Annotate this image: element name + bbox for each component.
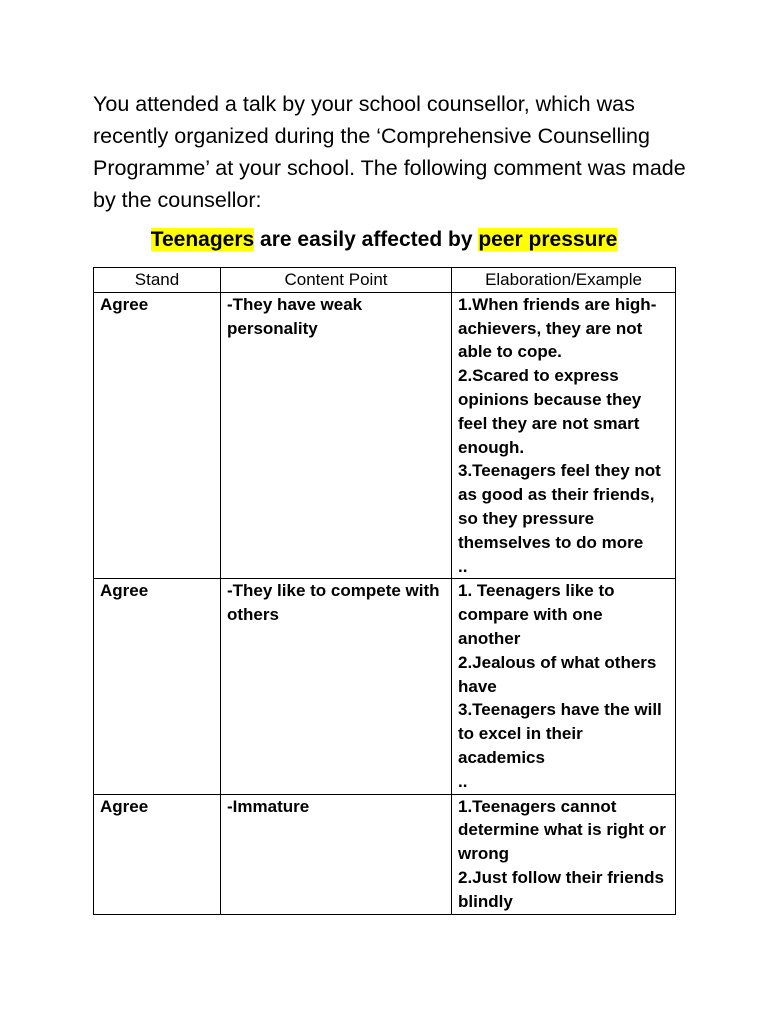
- elaboration-item: 2.Just follow their friends blindly: [458, 867, 664, 911]
- table-header-row: [94, 268, 676, 293]
- elaboration-item: 1. Teenagers like to compare with one another: [458, 581, 615, 648]
- elaboration-item: 1.When friends are high- achievers, they are not able to cope.: [458, 294, 657, 362]
- table-row: [94, 579, 676, 794]
- header-content-point: Content Point: [221, 268, 452, 293]
- header-elaboration: Elaboration/Example: [452, 268, 676, 293]
- stand-cell: Agree: [94, 794, 221, 914]
- table-row: [94, 292, 676, 579]
- elaboration-item: 3.Teenagers have the will to excel in their academics: [458, 700, 662, 767]
- elaboration-cell: [452, 579, 676, 794]
- elaboration-item: 2.Scared to express opinions because they feel they are not smart enough.: [458, 366, 642, 457]
- content-point-cell: -They have weak personality: [221, 292, 452, 579]
- heading-middle-text: are easily affected by: [254, 228, 479, 251]
- table-row: [94, 794, 676, 914]
- elaboration-item: 2.Jealous of what others have: [458, 652, 657, 696]
- highlight-peer-pressure: peer pressure: [478, 228, 618, 251]
- elaboration-cell: [452, 292, 676, 579]
- stand-table: [93, 267, 676, 915]
- elaboration-item: ..: [458, 556, 468, 576]
- content-point-cell: -They like to compete with others: [221, 579, 452, 794]
- intro-paragraph: You attended a talk by your school counsellor, which was recently organized during the ‘Comprehensive Counselling Programme’ at your school. The following comment was made by the counsellor:: [93, 92, 686, 212]
- elaboration-item: 3.Teenagers feel they not as good as their friends, so they pressure themselves to do more: [458, 461, 661, 552]
- statement-heading: [93, 224, 675, 256]
- stand-cell: Agree: [94, 292, 221, 579]
- elaboration-item: ..: [458, 771, 468, 791]
- elaboration-item: 1.Teenagers cannot determine what is right or wrong: [458, 796, 666, 864]
- content-point-cell: -Immature: [221, 794, 452, 914]
- highlight-teenagers: Teenagers: [150, 228, 255, 251]
- header-stand: Stand: [94, 268, 221, 293]
- elaboration-cell: [452, 794, 676, 914]
- stand-cell: Agree: [94, 579, 221, 794]
